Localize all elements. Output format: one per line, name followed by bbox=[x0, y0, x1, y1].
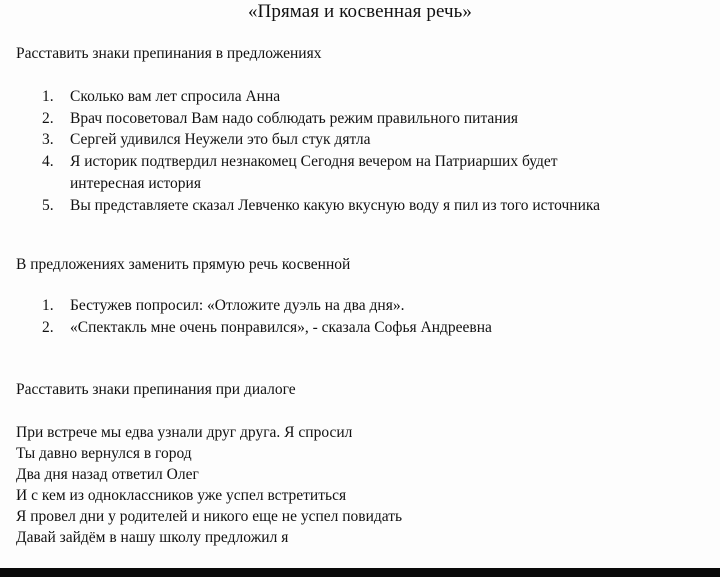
list-item-text: Сергей удивился Неужели это был стук дятла bbox=[70, 131, 371, 149]
list-item-text: Бестужев попросил: «Отложите дуэль на два дня». bbox=[70, 297, 405, 314]
section-1-list bbox=[0, 86, 600, 216]
section-1-heading: Расставить знаки препинания в предложениях bbox=[16, 45, 322, 62]
list-item-number: 3. bbox=[42, 131, 54, 149]
list-item-number: 4. bbox=[42, 153, 54, 171]
dialogue-line: Давай зайдём в нашу школу предложил я bbox=[16, 529, 289, 546]
dialogue-line: И с кем из одноклассников уже успел встретиться bbox=[16, 487, 347, 504]
dialogue-line: При встрече мы едва узнали друг друга. Я спросил bbox=[16, 424, 353, 441]
dialogue-line: Два дня назад ответил Олег bbox=[16, 466, 199, 483]
list-item-text: Я историк подтвердил незнакомец Сегодня вечером на Патриарших будет bbox=[70, 153, 558, 171]
dialogue-lines bbox=[16, 422, 402, 548]
section-3-heading: Расставить знаки препинания при диалоге bbox=[16, 381, 296, 398]
list-item-text: Врач посоветовал Вам надо соблюдать режим правильного питания bbox=[70, 109, 519, 127]
list-item-text: Вы представляете сказал Левченко какую вкусную воду я пил из того источника bbox=[70, 196, 601, 214]
list-item-number: 1. bbox=[42, 297, 54, 314]
list-item-number: 5. bbox=[42, 196, 54, 214]
list-item-number: 2. bbox=[42, 318, 54, 336]
list-item bbox=[0, 295, 492, 317]
list-item-number: 2. bbox=[42, 109, 54, 127]
section-2-heading: В предложениях заменить прямую речь косвенной bbox=[16, 256, 351, 273]
list-item bbox=[0, 195, 600, 217]
document-title: «Прямая и косвенная речь» bbox=[247, 1, 473, 22]
list-item bbox=[0, 108, 600, 130]
bottom-edge-bar bbox=[0, 568, 720, 577]
dialogue-line: Я провел дни у родителей и никого еще не успел повидать bbox=[16, 508, 403, 525]
list-item bbox=[0, 86, 600, 108]
list-item-text-continuation: интересная история bbox=[70, 174, 201, 192]
list-item-number: 1. bbox=[42, 88, 54, 105]
list-item bbox=[0, 151, 600, 194]
list-item bbox=[0, 317, 492, 339]
list-item-text: «Спектакль мне очень понравился», - сказала Софья Андреевна bbox=[70, 318, 492, 336]
list-item bbox=[0, 129, 600, 151]
list-item-text: Сколько вам лет спросила Анна bbox=[70, 88, 281, 105]
dialogue-line: Ты давно вернулся в город bbox=[16, 445, 192, 462]
section-2-list bbox=[0, 295, 492, 338]
